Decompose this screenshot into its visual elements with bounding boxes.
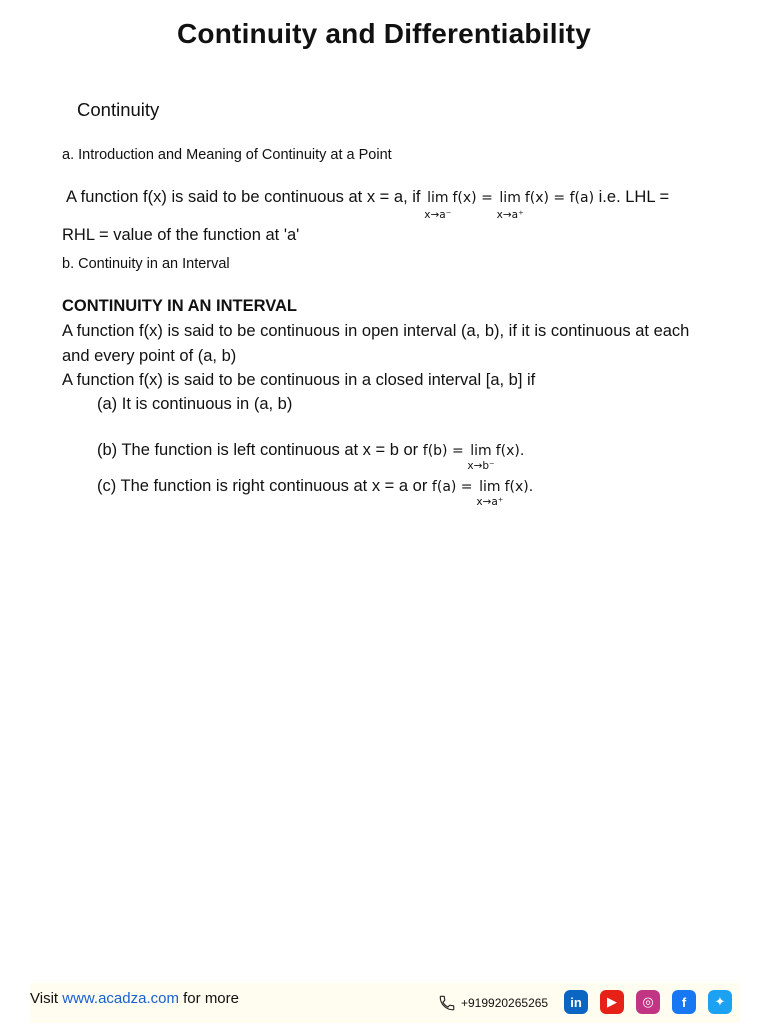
section-heading: Continuity <box>77 99 160 120</box>
fx-equals: f(x) = <box>452 190 493 206</box>
open-interval-text: A function f(x) is said to be continuous in open interval (a, b), if it is continuous at each and every point of (a, b) <box>62 322 690 365</box>
fx-equals-fa: f(x) = f(a) <box>524 190 595 206</box>
closed-interval-text: A function f(x) is said to be continuous in a closed interval [a, b] if <box>62 371 536 389</box>
condition-b-subscript: x→b⁻ <box>467 460 495 472</box>
subheading-b: b. Continuity in an Interval <box>62 256 230 272</box>
youtube-icon[interactable]: ▶ <box>600 990 624 1014</box>
website-link[interactable]: www.acadza.com <box>62 990 179 1007</box>
footer-bar <box>30 983 740 1023</box>
definition-line2: RHL = value of the function at 'a' <box>62 226 300 244</box>
social-icons <box>564 990 732 1014</box>
linkedin-icon[interactable]: in <box>564 990 588 1014</box>
condition-b-rhs: f(x). <box>495 443 525 459</box>
condition-b-lhs: f(b) = <box>422 443 464 459</box>
subheading-a: a. Introduction and Meaning of Continuity at a Point <box>62 147 392 163</box>
facebook-icon[interactable]: f <box>672 990 696 1014</box>
page-title: Continuity and Differentiability <box>177 18 591 49</box>
condition-c-rhs: f(x). <box>504 479 534 495</box>
continuity-definition <box>66 185 670 221</box>
lim-label: lim <box>470 443 492 459</box>
lim-label: lim <box>479 479 501 495</box>
condition-b <box>97 441 525 472</box>
condition-c-text: (c) The function is right continuous at x = a or <box>97 477 428 495</box>
phone-number: +919920265265 <box>461 996 549 1010</box>
condition-a: (a) It is continuous in (a, b) <box>97 395 293 413</box>
twitter-icon[interactable]: ✦ <box>708 990 732 1014</box>
left-limit <box>424 186 452 221</box>
condition-b-text: (b) The function is left continuous at x = b or <box>97 441 419 459</box>
phone-icon <box>438 994 456 1012</box>
phone-contact[interactable] <box>438 994 548 1012</box>
interval-heading: CONTINUITY IN AN INTERVAL <box>62 297 297 315</box>
condition-c-limit <box>476 479 504 508</box>
for-more-label: for more <box>183 990 239 1007</box>
right-limit <box>496 186 524 221</box>
condition-c-subscript: x→a⁺ <box>476 496 504 508</box>
condition-c-lhs: f(a) = <box>431 479 473 495</box>
condition-c <box>97 477 534 508</box>
definition-text-start: A function f(x) is said to be continuous at x = a, if <box>66 188 421 206</box>
visit-text <box>30 990 239 1007</box>
lim-label: lim <box>499 190 521 206</box>
lim-label: lim <box>427 190 449 206</box>
instagram-icon[interactable]: ◎ <box>636 990 660 1014</box>
condition-b-limit <box>467 443 495 472</box>
definition-text-end: i.e. LHL = <box>598 188 670 206</box>
right-limit-subscript: x→a⁺ <box>496 209 524 221</box>
left-limit-subscript: x→a⁻ <box>424 209 452 221</box>
visit-label: Visit <box>30 990 59 1007</box>
